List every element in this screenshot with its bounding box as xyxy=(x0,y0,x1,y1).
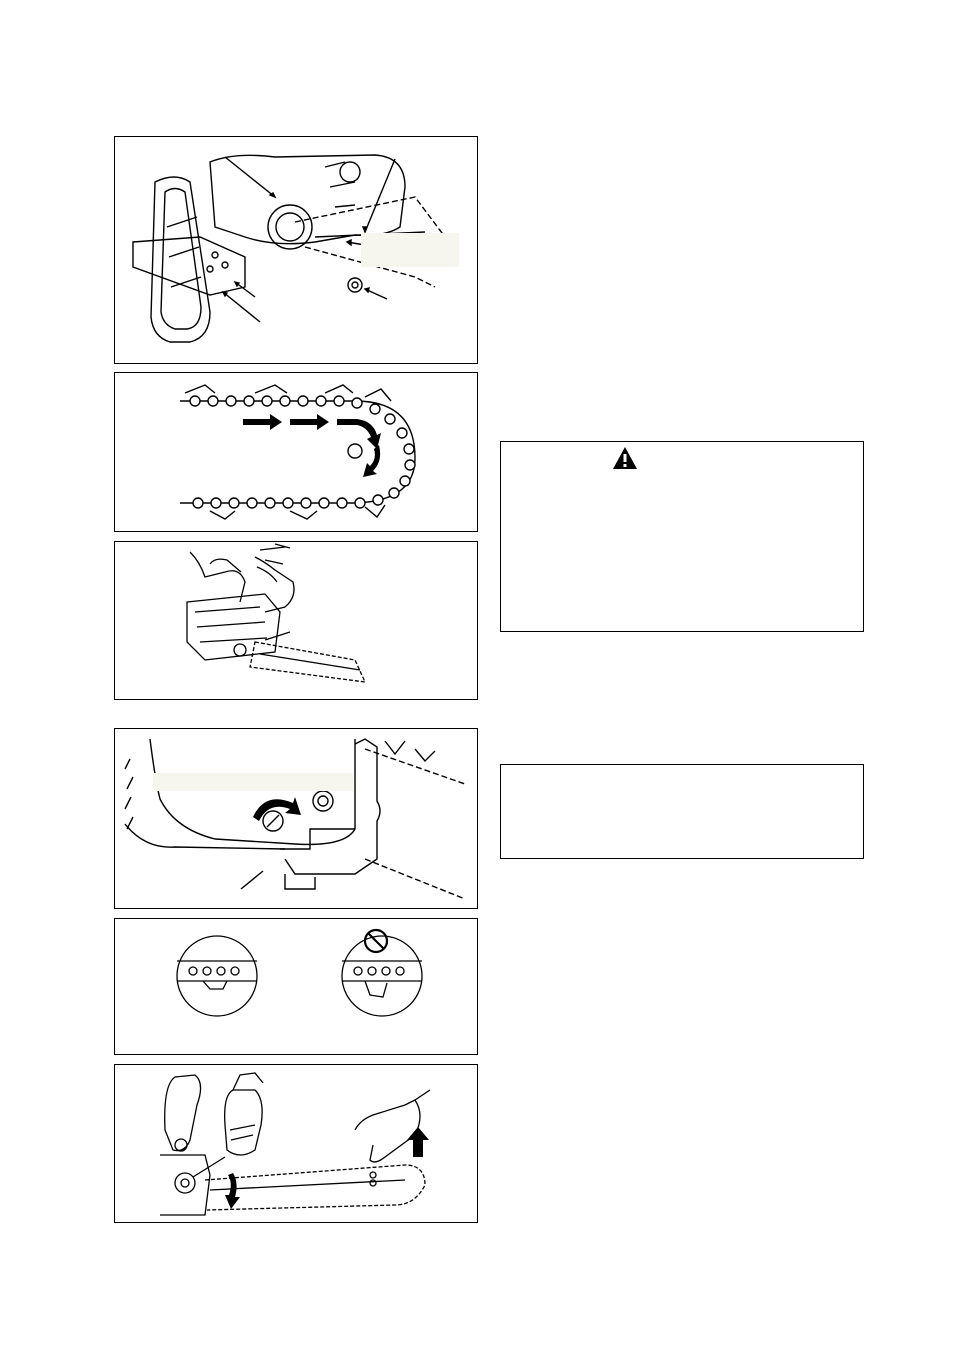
saw-chain-direction-illustration xyxy=(115,373,479,533)
figure-chain-check xyxy=(114,1064,478,1223)
warning-box xyxy=(500,441,864,632)
figure-chain-direction xyxy=(114,372,478,532)
checking-chain-tension-illustration xyxy=(115,1065,479,1224)
prohibited-icon xyxy=(365,930,387,952)
figure-sprocket-cover xyxy=(114,136,478,364)
chain-tension-screw-illustration xyxy=(115,729,479,910)
figure-chain-install xyxy=(114,541,478,700)
hands-installing-chain-illustration xyxy=(115,542,479,701)
figure-tension-screw xyxy=(114,728,478,909)
note-box xyxy=(500,764,864,859)
warning-triangle-icon xyxy=(612,446,638,470)
figure-chain-slack xyxy=(114,918,478,1055)
callout-label-blank xyxy=(153,773,353,791)
callout-label-blank xyxy=(361,233,459,267)
chain-slack-comparison-illustration xyxy=(115,919,479,1056)
